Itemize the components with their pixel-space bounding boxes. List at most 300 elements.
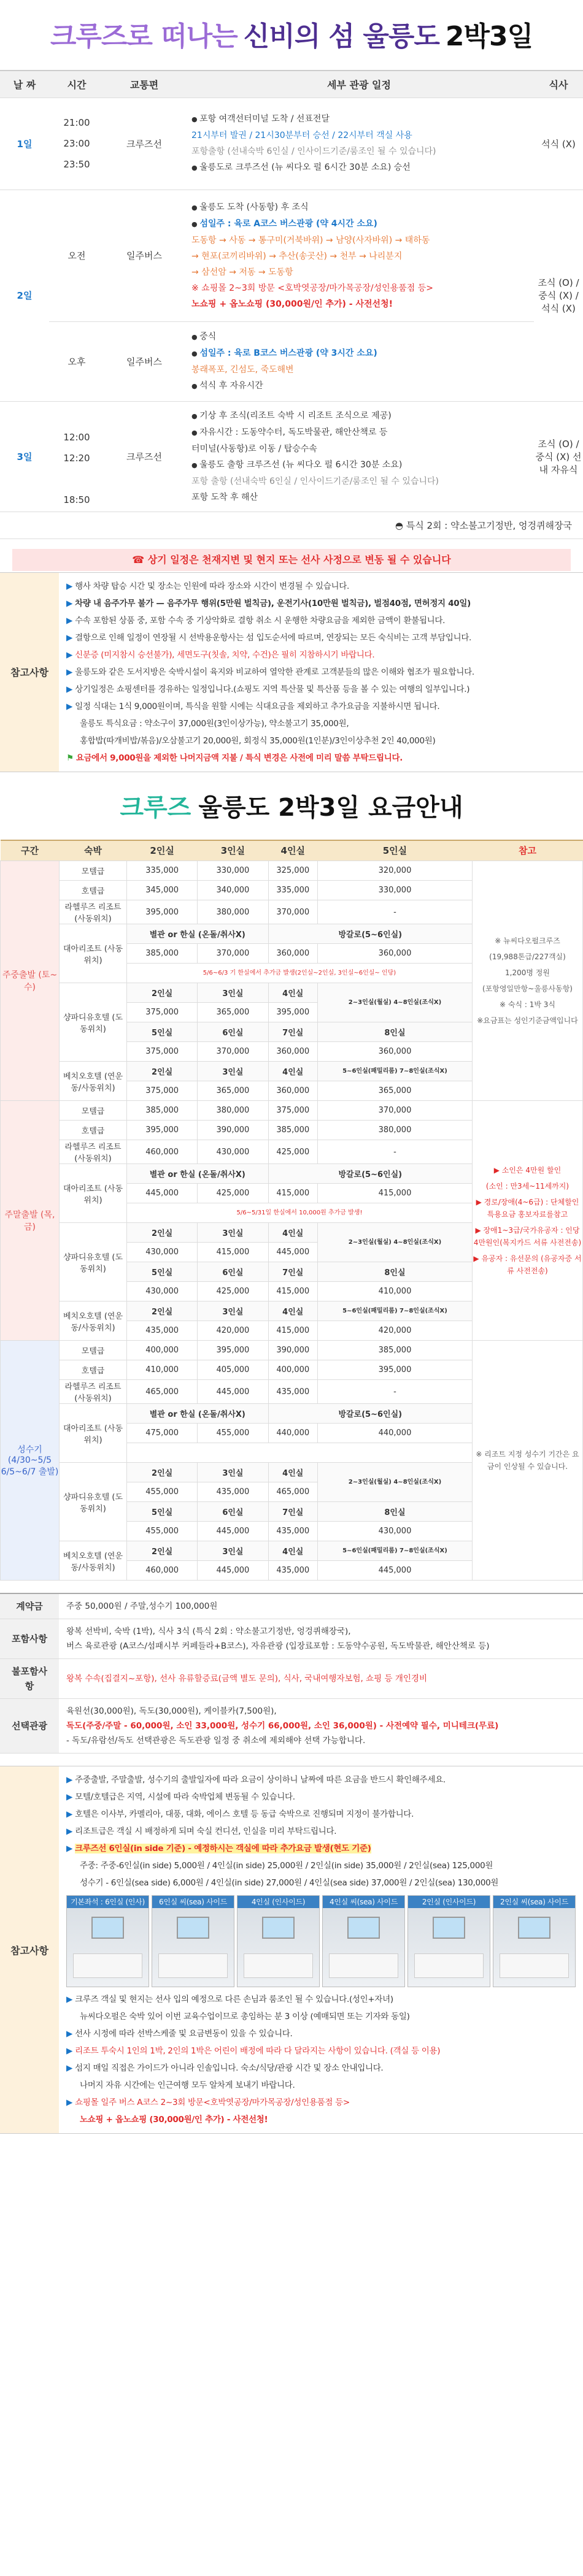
- flag-icon: ⚑: [66, 753, 74, 763]
- bed-icon: [73, 1953, 142, 1978]
- ref-item: [66, 1991, 576, 2008]
- ref-item: [66, 1857, 576, 1874]
- price-value: 465,000: [268, 1482, 317, 1502]
- arrow-icon: ▶: [66, 2046, 73, 2056]
- price-value: 445,000: [198, 1522, 268, 1541]
- day2-afternoon-time: 오후: [49, 321, 104, 401]
- bed-icon: [329, 1953, 398, 1978]
- ref-item: [66, 2008, 576, 2025]
- day1-times: [49, 98, 104, 190]
- day3-line: 포항 도착 후 해산: [191, 492, 258, 502]
- grid-header: 4인실: [268, 1223, 317, 1243]
- grid-header: 4인실: [268, 983, 317, 1003]
- price-row: [1, 1101, 583, 1121]
- cabin-photo: [66, 1895, 149, 1987]
- grid-header: 2인실: [127, 983, 198, 1003]
- grid-header: 4인실: [268, 1463, 317, 1482]
- day3-line: ● 울릉도 출항 크루즈선 (뉴 씨다오 펄 6시간 30분 소요): [191, 457, 527, 473]
- notice-text: 상기일정은 쇼핑센터를 경유하는 일정입니다.(쇼핑도 지역 특산물 및 특산품 등을 볼 수 있는 여행의 일부입니다.): [75, 684, 470, 694]
- price-header-ref: 참고: [473, 840, 583, 861]
- price-note: 5/6~5/31일 한실에서 10,000원 추가금 발생!: [127, 1203, 473, 1223]
- price-row: [1, 1341, 583, 1360]
- price-value: 375,000: [127, 1081, 198, 1101]
- room-type: 라헬루즈 리조트 (사동위치): [60, 900, 127, 924]
- reference-line: ※요금표는 성인기준금액입니다: [477, 1016, 578, 1025]
- price-value: 415,000: [268, 1282, 317, 1301]
- ref-text: 성수기 - 6인실(sea side) 6,000원 / 4인실(in side) 27,000원 / 4인실(sea side) 37,000원 / 2인실(sea) 130,000원: [80, 1878, 499, 1888]
- price-value: 435,000: [268, 1561, 317, 1581]
- sub-header: 방갈로(5~6인실): [268, 924, 472, 944]
- arrow-icon: ▶: [66, 2098, 73, 2107]
- grid-header: 2인실: [127, 1301, 198, 1321]
- price-value: 340,000: [198, 881, 268, 900]
- price-value: 465,000: [127, 1380, 198, 1404]
- price-value: 395,000: [127, 1121, 198, 1140]
- notice-item: [66, 698, 576, 715]
- day2-label: 2일: [0, 190, 49, 401]
- window-icon: [347, 1917, 380, 1939]
- grid-header: 4인실: [268, 1541, 317, 1561]
- room-type: 호텔급: [60, 881, 127, 900]
- day1-time-1: 21:00: [63, 117, 90, 128]
- arrow-icon: ▶: [66, 598, 73, 608]
- sub-header: 별관 or 한실 (온돌/취사X): [127, 924, 269, 944]
- price-value: 380,000: [198, 1101, 268, 1121]
- price-header-4: 4인실: [268, 840, 317, 861]
- cabin-caption: 2인실 (인사이드): [408, 1896, 490, 1908]
- incl-label: 포함사항: [0, 1619, 59, 1659]
- price-value: 385,000: [268, 1121, 317, 1140]
- price-title-part2: 울릉도 2박3일 요금안내: [198, 794, 463, 822]
- price-value: 415,000: [317, 1184, 472, 1203]
- window-icon: [262, 1917, 295, 1939]
- price-value: 455,000: [127, 1522, 198, 1541]
- incl-line: 버스 육로관광 (A코스/섬패시부 커페들라+B코스), 자유관광 (입장료포함 : 도동약수공원, 독도박물관, 해안산책로 등): [66, 1641, 490, 1651]
- ref-item: [66, 2077, 576, 2094]
- price-value: 370,000: [198, 1042, 268, 1062]
- price-reference: [473, 1341, 583, 1581]
- price-value: 395,000: [317, 1360, 472, 1380]
- price-value: 455,000: [127, 1482, 198, 1502]
- day2-line: ● 중식: [191, 329, 527, 345]
- notice-item: [66, 715, 576, 732]
- arrow-icon: ▶: [66, 701, 73, 711]
- opt-value: [59, 1699, 583, 1754]
- arrow-icon: ▶: [66, 1809, 73, 1819]
- room-type: 호텔급: [60, 1360, 127, 1380]
- day3-times: [49, 401, 104, 512]
- day3-time-1: 12:00: [63, 432, 90, 443]
- notice-text: 울릉도와 같은 도서지방은 숙박시설이 육지와 비교하여 열악한 관계로 고객분들의 많은 이해와 협조가 필요합니다.: [75, 667, 474, 677]
- info-table: [0, 1593, 583, 1754]
- day1-line: 포항출항 (선내숙박 6인실 / 인사이드기준/룸조인 될 수 있습니다): [191, 147, 436, 156]
- excl-value: 왕복 수속(집결지~포항), 선사 유류할증료(금액 별도 문의), 식사, 국내여행자보험, 쇼핑 등 개인경비: [59, 1659, 583, 1699]
- price-value: 395,000: [127, 900, 198, 924]
- grid-header: 2인실: [127, 1463, 198, 1482]
- room-type: 대아리조트 (사동위치): [60, 1164, 127, 1223]
- grid-header: 7인실: [268, 1262, 317, 1282]
- season-label: 주중출발 (토~수): [1, 861, 60, 1101]
- room-type: 라헬루즈 리조트 (사동위치): [60, 1140, 127, 1164]
- grid-header: 5인실: [127, 1502, 198, 1522]
- notice-item: [66, 664, 576, 681]
- price-value: 380,000: [317, 1121, 472, 1140]
- room-type: 샹파디유호텔 (도동위치): [60, 1223, 127, 1301]
- price-value: 390,000: [198, 1121, 268, 1140]
- reference-line: ▶ 경로/장애(4~6급) : 단체할인특용요금 홍보자료를참고: [476, 1198, 579, 1219]
- price-row: [1, 861, 583, 881]
- header-date: 날 짜: [0, 71, 49, 98]
- notice-banner: ☎ 상기 일정은 천재지변 및 현지 또는 선사 사정으로 변동 될 수 있습니다: [12, 549, 571, 571]
- day2-afternoon-detail: [184, 321, 534, 401]
- price-value: 375,000: [127, 1003, 198, 1022]
- grid-header: 5~6인실(패밀리룸) 7~8인실(조식X): [317, 1541, 472, 1561]
- deposit-value: 주중 50,000원 / 주말,성수기 100,000원: [59, 1593, 583, 1619]
- price-value: 425,000: [268, 1140, 317, 1164]
- day2-line: 봉래폭포, 긴섬도, 죽도해변: [191, 364, 294, 375]
- arrow-icon: ▶: [66, 650, 73, 660]
- price-value: 360,000: [317, 944, 472, 964]
- grid-header: 5인실: [127, 1262, 198, 1282]
- price-value: 435,000: [268, 1522, 317, 1541]
- price-title: [0, 772, 583, 840]
- price-value: 430,000: [198, 1140, 268, 1164]
- price-value: 380,000: [198, 900, 268, 924]
- header-transport: 교통편: [104, 71, 184, 98]
- cabin-photo: [407, 1895, 490, 1987]
- price-value: 325,000: [268, 861, 317, 881]
- day2-line: ● 섬일주 : 육로 A코스 버스관광 (약 4시간 소요): [191, 216, 527, 232]
- cabin-caption: 6인실 씨(sea) 사이드: [152, 1896, 234, 1908]
- room-type: 샹파디유호텔 (도동위치): [60, 983, 127, 1062]
- price-value: 420,000: [198, 1321, 268, 1341]
- reference-line: ▶ 유공자 : 유선문의 (유공자증 서류 사전전송): [473, 1254, 582, 1275]
- notice-item: [66, 612, 576, 629]
- price-value: 420,000: [317, 1321, 472, 1341]
- ref-item: [66, 2042, 576, 2060]
- bed-icon: [414, 1953, 484, 1978]
- grid-header: 7인실: [268, 1502, 317, 1522]
- grid-header: 6인실: [198, 1262, 268, 1282]
- day3-line: 포항 출항 (선내숙박 6인실 / 인사이드기준/룸조인 될 수 있습니다): [191, 476, 439, 486]
- notice-list: [59, 573, 583, 772]
- notice-item: [66, 646, 576, 664]
- day3-time-2: 12:20: [63, 453, 90, 464]
- ref-text: 뉴씨다오펄은 숙박 있어 이번 교육수업이므로 총임하는 분 3 이상 (예매되면 또는 기자와 동일): [80, 2012, 410, 2022]
- notice-text: 신분증 (미지참시 승선불가), 세면도구(칫솔, 치약, 수건)은 필히 지참하시기 바랍니다.: [75, 650, 375, 660]
- price-value: 460,000: [127, 1561, 198, 1581]
- grid-header: 3인실: [198, 983, 268, 1003]
- room-type: 모텔급: [60, 1101, 127, 1121]
- price-value: 400,000: [268, 1360, 317, 1380]
- reference-line: ▶ 장애1~3급/국가유공자 : 인당 4만원인(복지카드 서류 사전전송): [473, 1226, 582, 1247]
- price-note: 5/6~6/3 기 한실에서 추가금 발생(2인실~2인실, 3인실~6인실~ 인당): [127, 964, 473, 983]
- ref-item: [66, 2060, 576, 2077]
- grid-header: 2인실: [127, 1541, 198, 1561]
- day1-detail: [184, 98, 534, 190]
- price-value: 435,000: [127, 1321, 198, 1341]
- ref-text: 리조트급은 객실 시 배정하게 되며 숙실 컨디션, 인실을 미리 부탁드립니다.: [75, 1827, 337, 1836]
- price-value: 445,000: [198, 1380, 268, 1404]
- price-value: 375,000: [268, 1101, 317, 1121]
- notice-text: 홍합밥(따개비밥/볶음)/오삼불고기 20,000원, 회정식 35,000원(1인분)/3인이상추천 2인 40,000원): [80, 735, 436, 746]
- day2-meal: 조식 (O) / 중식 (X) / 석식 (X): [534, 190, 583, 401]
- price-value: 385,000: [127, 1101, 198, 1121]
- bed-icon: [158, 1953, 228, 1978]
- day2-line: ● 석식 후 자유시간: [191, 378, 527, 394]
- title-part2: 신비의 섬 울릉도: [243, 21, 439, 52]
- arrow-icon: ▶: [66, 1844, 73, 1853]
- ref-item: [66, 1840, 576, 1857]
- day3-meal: 조식 (O) / 중식 (X) 선내 자유식: [534, 401, 583, 512]
- day3-line: ● 기상 후 조식(리조트 숙박 시 리조트 조식으로 제공): [191, 408, 527, 424]
- price-header-section: 구간: [1, 840, 60, 861]
- price-reference: [473, 1101, 583, 1341]
- day3-line: ● 자유시간 : 도동약수터, 독도박물관, 해안산책로 등: [191, 424, 527, 441]
- cabin-caption: 2인실 씨(sea) 사이드: [493, 1896, 575, 1908]
- opt-line: 육원선(30,000원), 독도(30,000원), 케이블카(7,500원),: [66, 1706, 277, 1716]
- cabin-photos: [66, 1895, 576, 1987]
- grid-header: 8인실: [317, 1502, 472, 1522]
- price-title-part1: 크루즈: [120, 794, 191, 822]
- ref-text: 쇼핑몰 일주 버스 A코스 2~3회 방문<호박엿공장/마가목공장/성인용품점 등>: [75, 2098, 350, 2107]
- header-meal: 식사: [534, 71, 583, 98]
- price-value: 360,000: [317, 1042, 472, 1062]
- arrow-icon: ▶: [66, 1827, 73, 1836]
- price-value: 460,000: [127, 1140, 198, 1164]
- price-value: 425,000: [198, 1184, 268, 1203]
- notice-text: 울릉도 특식요금 : 약소구이 37,000원(3인이상가능), 약소불고기 35,000원,: [80, 718, 349, 729]
- grid-header: 3인실: [198, 1223, 268, 1243]
- room-type: 호텔급: [60, 1121, 127, 1140]
- price-value: 415,000: [198, 1243, 268, 1262]
- bed-icon: [500, 1953, 569, 1978]
- day2-morning-time: 오전: [49, 190, 104, 321]
- day2-line: 도동항 → 사동 → 통구미(거북바위) → 남양(사자바위) → 태하동: [191, 235, 430, 245]
- notice-item: [66, 629, 576, 646]
- ref-box: [0, 1766, 583, 2134]
- season-label: 주말출발 (목,금): [1, 1101, 60, 1341]
- price-value: 330,000: [198, 861, 268, 881]
- price-header-3: 3인실: [198, 840, 268, 861]
- reference-line: ※ 숙식 : 1박 3식: [500, 1000, 555, 1009]
- notice-text: 차량 내 음주가무 불가 — 음주가무 행위(5만원 벌칙금), 운전기사(10만원 벌칙금), 벌점40점, 면허정지 40일): [75, 598, 471, 608]
- day3-time-3: 18:50: [63, 494, 90, 505]
- day2-line: ※ 쇼핑몰 2~3회 방문 <호박엿공장/마가목공장/성인용품점 등>: [191, 283, 433, 293]
- ref-text: 호텔은 이사부, 카멜리아, 대풍, 대화, 에이스 호텔 등 동급 숙박으로 진행되며 지정이 불가합니다.: [75, 1809, 414, 1819]
- price-value: 335,000: [268, 881, 317, 900]
- title-part3: 2박3일: [445, 21, 533, 52]
- incl-line: 왕복 선박비, 숙박 (1박), 식사 3식 (특식 2회 : 약소불고기정반, 엉겅퀴해장국),: [66, 1627, 351, 1636]
- page-title: [0, 0, 583, 67]
- price-reference: [473, 861, 583, 1101]
- sub-header: 방갈로(5~6인실): [268, 1164, 472, 1184]
- price-value: 370,000: [198, 944, 268, 964]
- price-value: 360,000: [268, 944, 317, 964]
- grid-header: 2인실: [127, 1062, 198, 1081]
- arrow-icon: ▶: [66, 684, 73, 694]
- price-header-2: 2인실: [127, 840, 198, 861]
- price-value: 445,000: [268, 1243, 317, 1262]
- price-value: 430,000: [317, 1522, 472, 1541]
- ref-item: [66, 1806, 576, 1823]
- incl-value: [59, 1619, 583, 1659]
- price-value: 445,000: [127, 1184, 198, 1203]
- price-value: -: [317, 1380, 472, 1404]
- sub-header: 별관 or 한실 (온돌/취사X): [127, 1164, 269, 1184]
- price-value: 410,000: [127, 1360, 198, 1380]
- cabin-photo: [493, 1895, 576, 1987]
- day2-morning-transport: 일주버스: [104, 190, 184, 321]
- room-type: 대아리조트 (사동위치): [60, 1404, 127, 1463]
- grid-header: 7인실: [268, 1022, 317, 1042]
- price-value: 360,000: [268, 1081, 317, 1101]
- notice-text: 수속 포함된 상품 중, 포함 수속 중 기상악화로 결항 취소 시 운행한 차량요금을 제외한 금액이 환불됩니다.: [75, 615, 446, 626]
- notice-item: [66, 595, 576, 612]
- room-type: 모텔급: [60, 1341, 127, 1360]
- reference-line: ※ 뉴씨다오펄크루즈: [495, 937, 560, 945]
- price-value: 440,000: [317, 1424, 472, 1443]
- bed-icon: [244, 1953, 313, 1978]
- arrow-icon: ▶: [66, 1792, 73, 1802]
- price-table: [0, 840, 583, 1581]
- excl-label: 불포함사항: [0, 1659, 59, 1699]
- cabin-caption: 4인실 씨(sea) 사이드: [323, 1896, 404, 1908]
- price-value: 405,000: [198, 1360, 268, 1380]
- itinerary-table: [0, 70, 583, 539]
- day2-line: 노쇼핑 + 옵노쇼핑 (30,000원/인 추가) - 사전선청!: [191, 299, 393, 309]
- grid-header: 5인실: [127, 1022, 198, 1042]
- price-value: 320,000: [317, 861, 472, 881]
- opt-line: - 독도/유람선/독도 선택관광은 독도관광 일정 중 취소에 제외해야 선택 가능합니다.: [66, 1736, 366, 1746]
- day3-label: 3일: [0, 401, 49, 512]
- price-value: 365,000: [317, 1081, 472, 1101]
- day1-time-2: 23:00: [63, 138, 90, 149]
- ref-label: 참고사항: [0, 1766, 59, 2133]
- window-icon: [518, 1917, 550, 1939]
- ref-text: 주중출발, 주말출발, 성수기의 출발일자에 따라 요금이 상이하니 날짜에 따른 요금을 반드시 확인해주세요.: [75, 1775, 446, 1785]
- price-value: 400,000: [127, 1341, 198, 1360]
- price-value: 445,000: [198, 1561, 268, 1581]
- price-value: 395,000: [198, 1341, 268, 1360]
- arrow-icon: ▶: [66, 1775, 73, 1785]
- price-value: 425,000: [198, 1282, 268, 1301]
- price-value: 370,000: [317, 1101, 472, 1121]
- grid-header: 2~3인실(월실) 4~8인실(조식X): [317, 1463, 472, 1502]
- price-value: 365,000: [198, 1081, 268, 1101]
- notice-item: [66, 578, 576, 595]
- price-value: 360,000: [268, 1042, 317, 1062]
- window-icon: [433, 1917, 465, 1939]
- price-header-room: 숙박: [60, 840, 127, 861]
- notice-box: [0, 572, 583, 772]
- price-value: 440,000: [268, 1424, 317, 1443]
- price-value: 415,000: [268, 1321, 317, 1341]
- grid-header: 2~3인실(월실) 4~8인실(조식X): [317, 983, 472, 1022]
- reference-line: (포항영일만항~울릉사동항): [482, 984, 573, 993]
- price-value: 390,000: [268, 1341, 317, 1360]
- price-value: 435,000: [268, 1380, 317, 1404]
- room-type: 라헬루즈 리조트 (사동위치): [60, 1380, 127, 1404]
- notice-text: 일정 식대는 1식 9,000원이며, 특식을 원할 시에는 식대요금을 제외하고 추가요금을 지불하시면 됩니다.: [75, 701, 440, 711]
- deposit-label: 계약금: [0, 1593, 59, 1619]
- grid-header: 2인실: [127, 1223, 198, 1243]
- price-value: 365,000: [198, 1003, 268, 1022]
- opt-line: 독도(주중/주말 - 60,000원, 소인 33,000원, 성수기 66,000원, 소인 36,000원) - 사전예약 필수, 미니테크(무료): [66, 1721, 499, 1731]
- notice-item: [66, 749, 576, 767]
- arrow-icon: ▶: [66, 667, 73, 677]
- grid-header: 3인실: [198, 1301, 268, 1321]
- notice-item: [66, 681, 576, 698]
- grid-header: 3인실: [198, 1463, 268, 1482]
- grid-header: 4인실: [268, 1062, 317, 1081]
- ref-text: 크루즈선 6인실(in side 기준) - 예정하시는 객실에 따라 추가요금 발생(현도 기준): [75, 1844, 371, 1853]
- header-detail: 세부 관광 일정: [184, 71, 534, 98]
- price-value: 430,000: [127, 1282, 198, 1301]
- day1-line: 21시부터 발권 / 21시30분부터 승선 / 22시부터 객실 사용: [191, 131, 412, 140]
- grid-header: 8인실: [317, 1022, 472, 1042]
- price-value: 385,000: [317, 1341, 472, 1360]
- price-value: -: [317, 1140, 472, 1164]
- room-type: 베치오호텔 (연운동/사동위치): [60, 1301, 127, 1341]
- cabin-gallery: [66, 1895, 576, 1987]
- day1-time-3: 23:50: [63, 159, 90, 170]
- special-meal-line: ◓ 특식 2회 : 약소불고기정반, 엉겅퀴해장국: [0, 512, 583, 539]
- price-value: 430,000: [127, 1243, 198, 1262]
- day2-morning-detail: [184, 190, 534, 321]
- cabin-photo: [237, 1895, 320, 1987]
- ref-text: 주중: 주중-6인실(in side) 5,000원 / 4인실(in side) 25,000원 / 2인실(in side) 35,000원 / 2인실(sea) 125,000원: [80, 1861, 493, 1871]
- day3-line: 터미널(사동항)로 이동 / 탑승수속: [191, 443, 317, 454]
- notice-text: 요금에서 9,000원을 제외한 나머지금액 지불 / 특식 변경은 사전에 미리 말씀 부탁드립니다.: [75, 753, 403, 763]
- room-type: 대아리조트 (사동위치): [60, 924, 127, 983]
- cabin-photo: [322, 1895, 405, 1987]
- price-value: 335,000: [127, 861, 198, 881]
- ref-text: 모텔/호텔급은 지역, 시설에 따라 숙박업체 변동될 수 있습니다.: [75, 1792, 295, 1802]
- price-value: 415,000: [268, 1184, 317, 1203]
- price-value: 345,000: [127, 881, 198, 900]
- room-type: 베치오호텔 (연운동/사동위치): [60, 1541, 127, 1581]
- notice-item: [66, 732, 576, 749]
- price-value: 395,000: [268, 1003, 317, 1022]
- day1-transport: 크루즈선: [104, 98, 184, 190]
- header-time: 시간: [49, 71, 104, 98]
- ref-item: [66, 2111, 576, 2128]
- arrow-icon: ▶: [66, 615, 73, 626]
- day1-label: 1일: [0, 98, 49, 190]
- ref-text: 리조트 투숙시 1인의 1박, 2인의 1박은 어린이 배정에 따라 다 달라지는 사항이 있습니다. (객실 등 이용): [75, 2046, 441, 2056]
- reference-line: ※ 리조트 지정 성수기 기간은 요금이 인상될 수 있습니다.: [476, 1450, 579, 1471]
- day2-afternoon-transport: 일주버스: [104, 321, 184, 401]
- day2-line: ● 울릉도 도착 (사동항) 후 조식: [191, 199, 527, 216]
- arrow-icon: ▶: [66, 2063, 73, 2073]
- day2-line: → 삼선암 → 저동 → 도동항: [191, 267, 293, 277]
- price-value: 330,000: [317, 881, 472, 900]
- day1-line: ● 포항 여객선터미널 도착 / 선표전달: [191, 111, 527, 128]
- day2-line: → 현포(코끼리바위) → 추산(송곳산) → 천부 → 나리분지: [191, 251, 403, 261]
- reference-line: ▶ 소인은 4만원 할인: [493, 1166, 562, 1175]
- price-value: 445,000: [317, 1561, 472, 1581]
- price-value: 435,000: [198, 1482, 268, 1502]
- opt-label: 선택관광: [0, 1699, 59, 1754]
- grid-header: 3인실: [198, 1541, 268, 1561]
- ref-item: [66, 1874, 576, 1892]
- sub-header: 방갈로(5~6인실): [268, 1404, 472, 1424]
- ref-item: [66, 2094, 576, 2111]
- reference-line: (19,988톤급/227객실): [489, 953, 566, 961]
- price-value: 455,000: [198, 1424, 268, 1443]
- day2-line: ● 섬일주 : 육로 B코스 버스관광 (약 3시간 소요): [191, 345, 527, 362]
